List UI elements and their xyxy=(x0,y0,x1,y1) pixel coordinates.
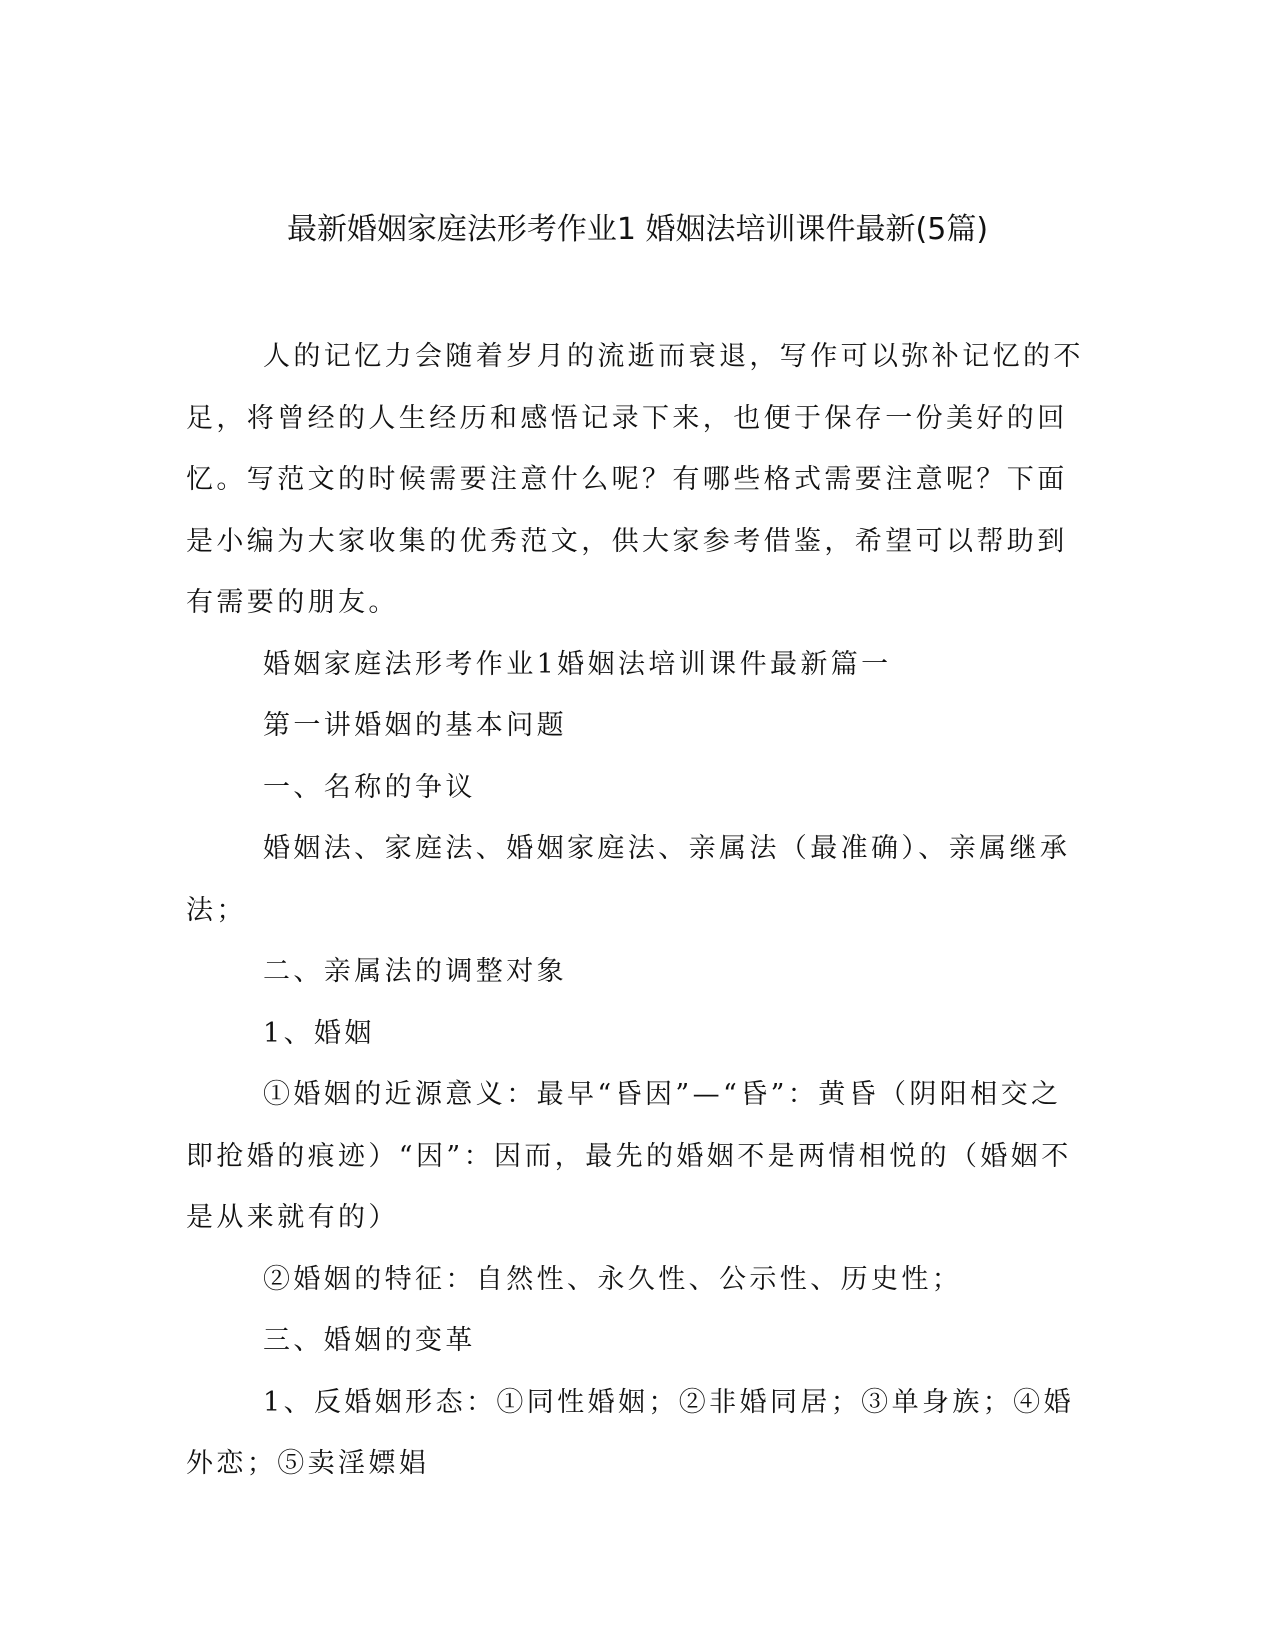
paragraph-origin: ①婚姻的近源意义：最早“昏因”—“昏”：黄昏（阴阳相交之即抢婚的痕迹）“因”：因而，最先的婚姻不是两情相悦的（婚姻不是从来就有的） xyxy=(186,1079,1072,1233)
paragraph-subheading-marriage: 1、婚姻 xyxy=(263,1017,375,1049)
paragraph-names: 婚姻法、家庭法、婚姻家庭法、亲属法（最准确）、亲属继承法； xyxy=(186,833,1071,926)
paragraph-intro: 人的记忆力会随着岁月的流逝而衰退，写作可以弥补记忆的不足，将曾经的人生经历和感悟记录下来，也便于保存一份美好的回忆。写范文的时候需要注意什么呢？有哪些格式需要注意呢？下面是小编为大家收集的优秀范文，供大家参考借鉴，希望可以帮助到有需要的朋友。 xyxy=(186,341,1084,618)
document-body xyxy=(186,326,1086,1495)
paragraph-heading-3: 三、婚姻的变革 xyxy=(263,1325,476,1356)
paragraph-features: ②婚姻的特征：自然性、永久性、公示性、历史性； xyxy=(263,1263,963,1295)
paragraph-anti-marriage: 1、反婚姻形态：①同性婚姻；②非婚同居；③单身族；④婚外恋；⑤卖淫嫖娼 xyxy=(186,1386,1074,1479)
paragraph-lecture-heading: 第一讲婚姻的基本问题 xyxy=(263,710,567,741)
paragraph-heading-1: 一、名称的争议 xyxy=(263,771,476,803)
paragraph-section-heading: 婚姻家庭法形考作业1婚姻法培训课件最新篇一 xyxy=(263,648,892,680)
document-title: 最新婚姻家庭法形考作业1 婚姻法培训课件最新(5篇) xyxy=(286,212,989,247)
paragraph-heading-2: 二、亲属法的调整对象 xyxy=(263,956,567,987)
